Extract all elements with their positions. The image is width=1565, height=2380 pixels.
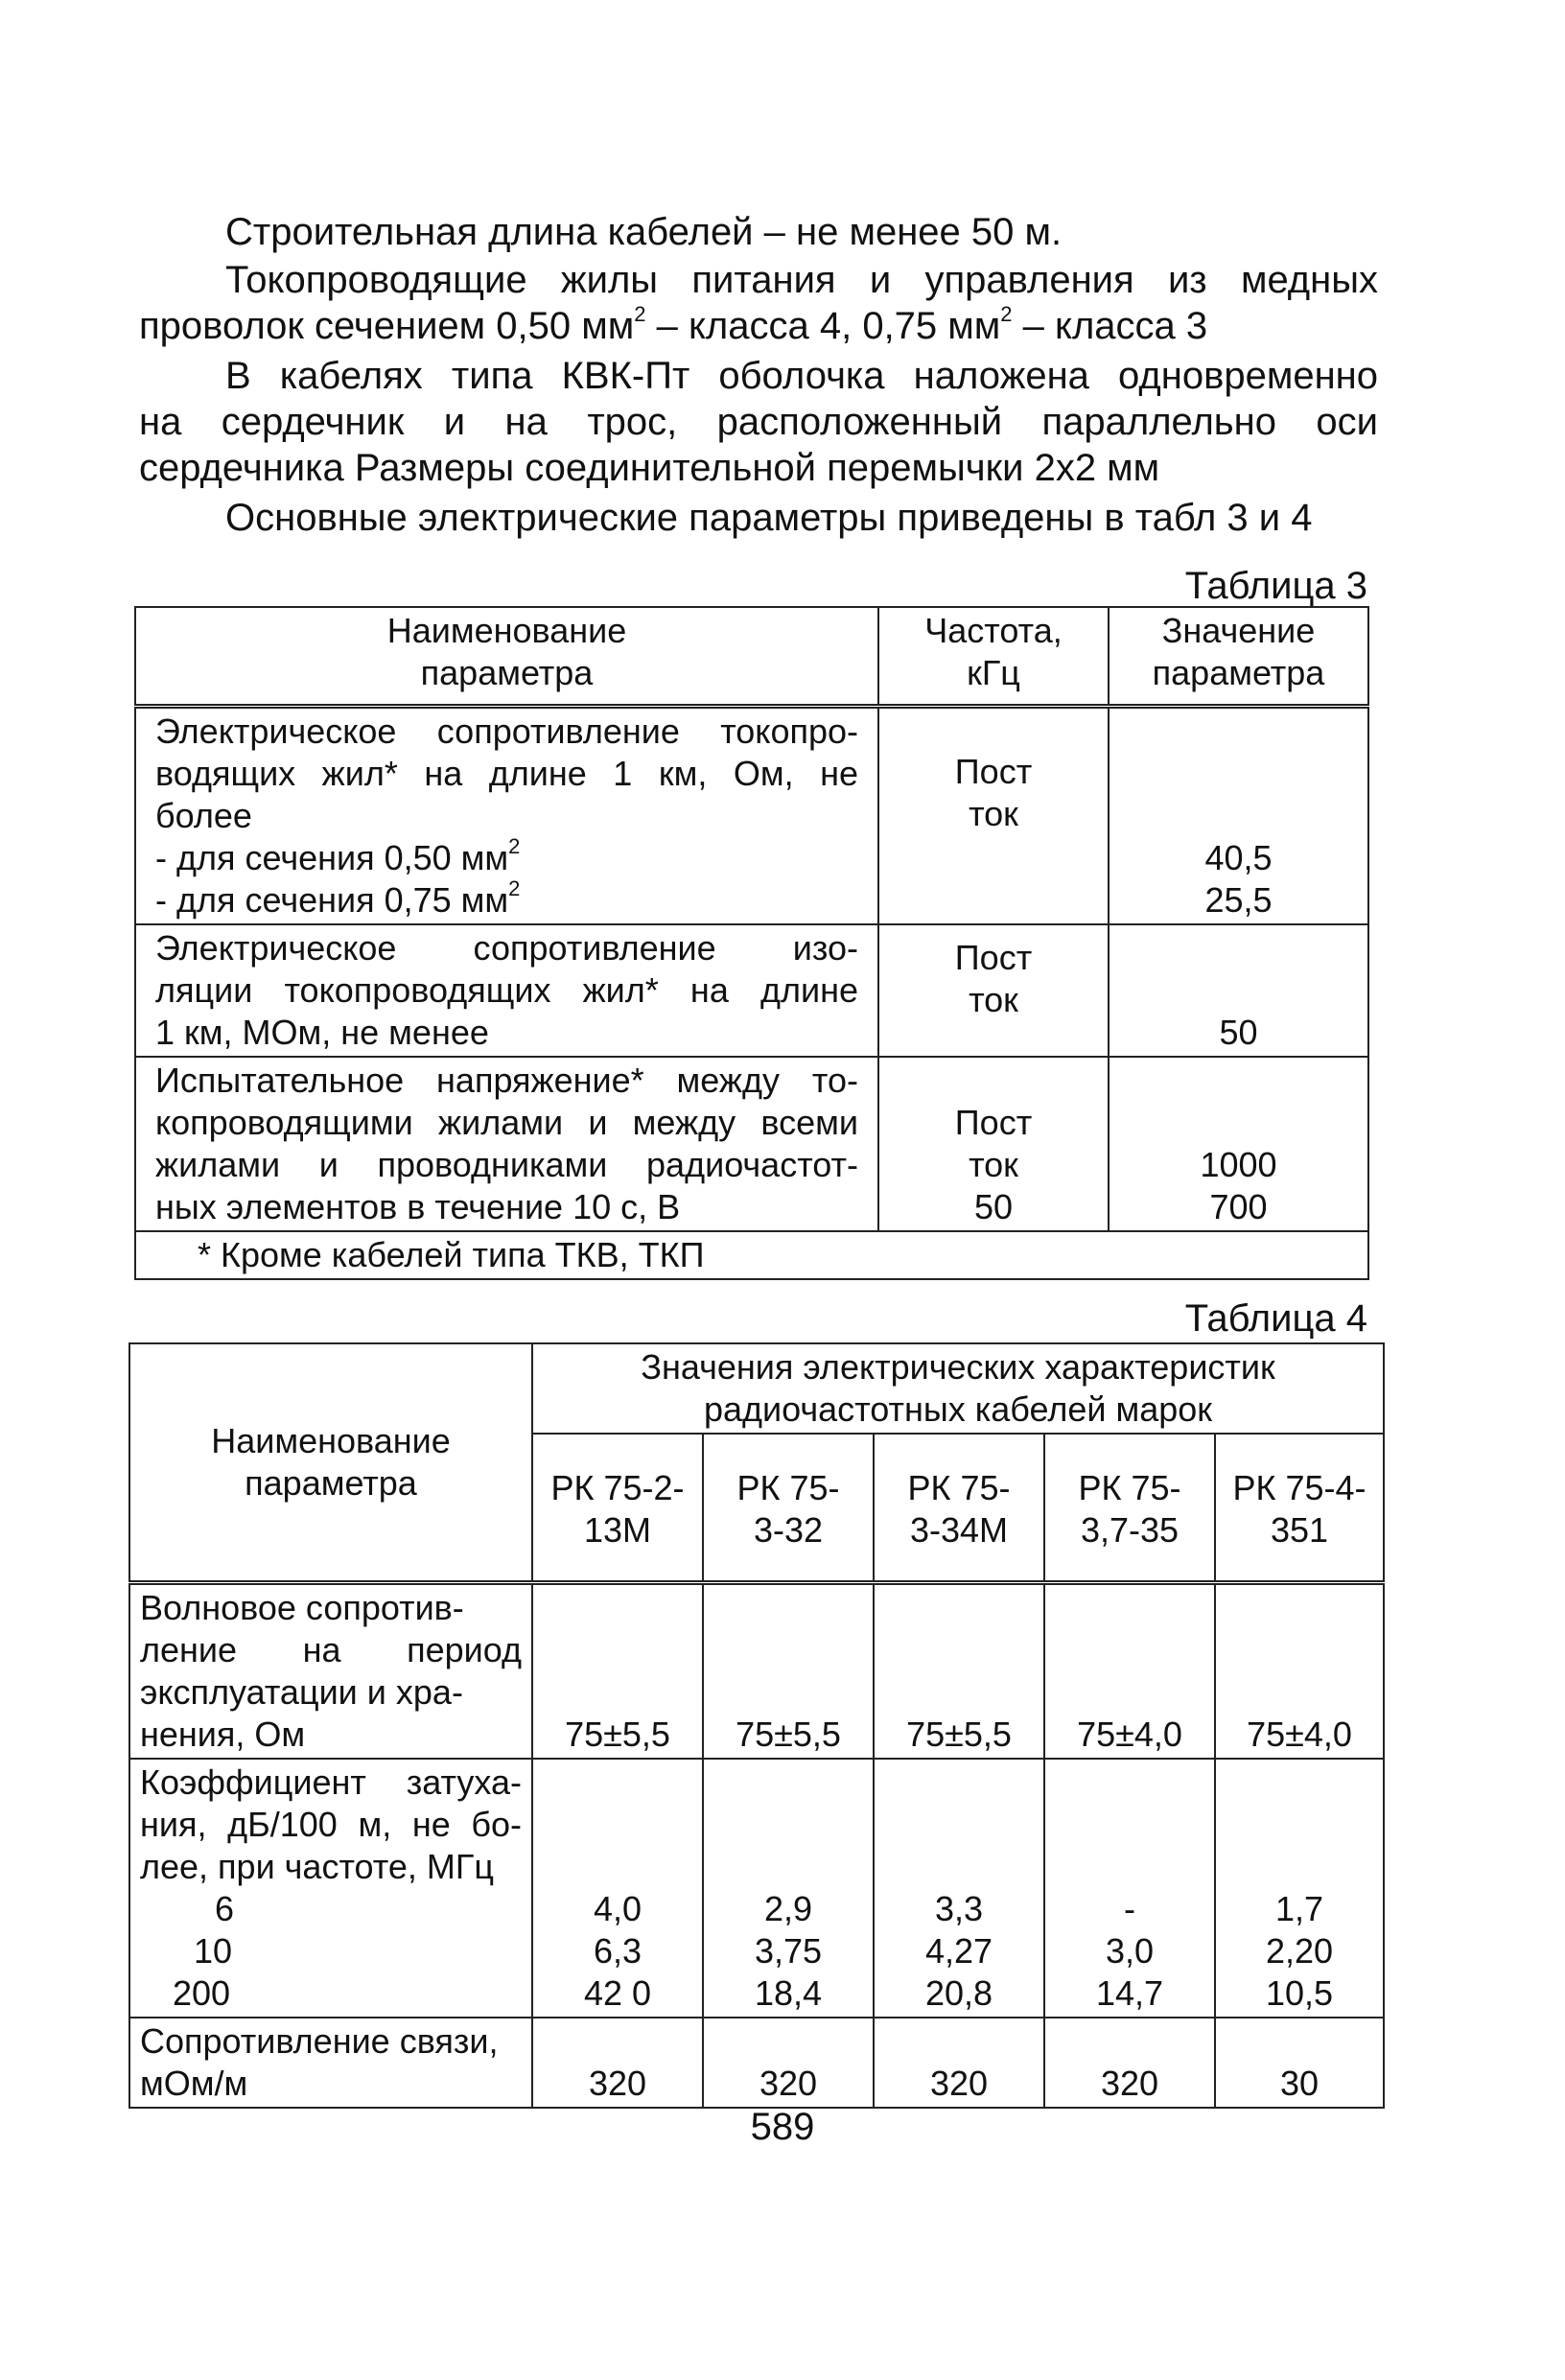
- table4-value: [874, 1759, 1044, 2018]
- text-line: Основные электрические параметры приведены в табл 3 и 4: [225, 497, 1313, 539]
- text-line: сердечника Размеры соединительной перемычки 2х2 мм: [139, 447, 1160, 489]
- text-line: Токопроводящие жилы питания и управления из медных: [225, 259, 1378, 301]
- paragraph-3: [139, 353, 1378, 491]
- table3-frequency: [878, 1057, 1109, 1231]
- table4-value: 75±5,5: [532, 1583, 703, 1760]
- table3-frequency: [878, 924, 1109, 1057]
- superscript: 2: [1000, 301, 1013, 326]
- header-text: параметра: [420, 653, 594, 692]
- cell-text: Пост: [954, 752, 1033, 791]
- table4-value: [1215, 1759, 1384, 2018]
- header-text: параметра: [245, 1463, 417, 1503]
- paragraph-1: [139, 209, 1378, 255]
- cell-value: 3,75: [754, 1931, 823, 1971]
- table4-brand-2: [703, 1434, 874, 1583]
- table3-param-name: [135, 924, 878, 1057]
- frequency-label: 6: [215, 1889, 235, 1928]
- table3-frequency: [878, 707, 1109, 925]
- cell-text: ния, дБ/100 м, не бо-: [140, 1805, 522, 1844]
- header-text: РК 75-: [1078, 1468, 1181, 1507]
- cell-value: 2,9: [763, 1889, 813, 1928]
- cell-text: Пост: [954, 1103, 1033, 1142]
- cell-value: 1000: [1200, 1145, 1277, 1184]
- superscript: 2: [508, 834, 521, 858]
- table4-value: 75±4,0: [1044, 1583, 1215, 1760]
- cell-text: копроводящими жилами и между всеми: [155, 1103, 858, 1142]
- cell-value: -: [1124, 1889, 1135, 1928]
- cell-text: 50: [973, 1187, 1014, 1226]
- header-text: РК 75-: [907, 1468, 1011, 1507]
- cell-text: Испытательное напряжение* между то-: [155, 1061, 858, 1100]
- table3-header-row: [135, 607, 1368, 707]
- table-row: [135, 924, 1368, 1057]
- table3-param-name: [135, 1057, 878, 1231]
- table-row: [135, 1057, 1368, 1231]
- cell-value: 3,3: [934, 1889, 984, 1928]
- cell-value: 3,0: [1105, 1931, 1155, 1971]
- text-line: на сердечник и на трос, расположенный параллельно оси: [139, 401, 1378, 443]
- table4-header-row: [129, 1343, 1384, 1434]
- table3-footnote: * Кроме кабелей типа ТКВ, ТКП: [135, 1231, 1368, 1279]
- text-line: В кабелях типа КВК-Пт оболочка наложена одновременно: [225, 355, 1378, 397]
- table3-header-value: [1109, 607, 1368, 707]
- table4-header-group: [532, 1343, 1384, 1434]
- cell-value: 4,0: [593, 1889, 642, 1928]
- cell-value: 6,3: [593, 1931, 642, 1971]
- header-text: 13М: [583, 1510, 652, 1550]
- cell-text: 1 км, МОм, не менее: [155, 1013, 489, 1052]
- cell-value: 18,4: [754, 1973, 823, 2013]
- cell-text: ление на период: [140, 1630, 522, 1669]
- cell-text: - для сечения 0,50 мм: [155, 838, 509, 877]
- header-text: Наименование: [211, 1421, 451, 1460]
- header-text: Частота,: [924, 611, 1063, 650]
- frequency-label: 200: [173, 1973, 231, 2013]
- cell-value: 42 0: [583, 1973, 652, 2013]
- cell-value: 700: [1209, 1187, 1268, 1226]
- table3-value: [1109, 924, 1368, 1057]
- cell-value: 1,7: [1274, 1889, 1324, 1928]
- table4-value: 30: [1215, 2018, 1384, 2108]
- paragraph-4: [139, 495, 1378, 541]
- cell-text: Волновое сопротив-: [140, 1588, 464, 1627]
- superscript: 2: [634, 301, 646, 326]
- table4-value: 320: [874, 2018, 1044, 2108]
- table4-value: 320: [703, 2018, 874, 2108]
- cell-value: 4,27: [924, 1931, 993, 1971]
- header-text: 3-34М: [909, 1510, 1009, 1550]
- table4-header-name: [129, 1343, 532, 1583]
- cell-text: ток: [969, 794, 1018, 833]
- cell-text: Электрическое сопротивление токопро-: [155, 712, 858, 751]
- table3-param-name: [135, 707, 878, 925]
- cell-text: Электрическое сопротивление изо-: [155, 928, 858, 968]
- cell-text: ляции токопроводящих жил* на длине: [155, 970, 858, 1010]
- header-text: Значения электрических характеристик: [641, 1347, 1275, 1387]
- table4-value: 75±5,5: [874, 1583, 1044, 1760]
- table-4: [128, 1342, 1385, 2109]
- header-text: 351: [1270, 1510, 1329, 1550]
- header-text: 3-32: [753, 1510, 824, 1550]
- header-text: Значение: [1161, 611, 1316, 650]
- table4-brand-5: [1215, 1434, 1384, 1583]
- cell-text: жилами и проводниками радиочастот-: [155, 1145, 858, 1184]
- table4-value: 75±5,5: [703, 1583, 874, 1760]
- table4-param-name: [129, 2018, 532, 2108]
- cell-value: 10,5: [1265, 1973, 1334, 2013]
- header-text: радиочастотных кабелей марок: [703, 1389, 1213, 1429]
- cell-text: Сопротивление связи,: [140, 2021, 499, 2061]
- table4-caption: Таблица 4: [1184, 1297, 1367, 1340]
- cell-value: 14,7: [1095, 1973, 1164, 2013]
- page-number: 589: [750, 2106, 815, 2148]
- table-row: [129, 1759, 1384, 2018]
- header-text: Наименование: [386, 611, 627, 650]
- table-3: [134, 606, 1369, 1280]
- cell-text: ных элементов в течение 10 с, В: [155, 1187, 681, 1226]
- table4-value: 75±4,0: [1215, 1583, 1384, 1760]
- text-line: Строительная длина кабелей – не менее 50 м.: [225, 211, 1063, 253]
- table3-value: [1109, 1057, 1368, 1231]
- text-fragment: проволок сечением 0,50 мм: [139, 305, 635, 347]
- cell-value: 50: [1219, 1013, 1258, 1052]
- cell-value: 2,20: [1265, 1931, 1334, 1971]
- text-fragment: – класса 3: [1012, 305, 1208, 347]
- cell-text: ток: [969, 980, 1018, 1019]
- table3-footnote-row: [135, 1231, 1368, 1279]
- table3-caption: Таблица 3: [1184, 565, 1367, 607]
- table4-value: [532, 1759, 703, 2018]
- table4-brand-3: [874, 1434, 1044, 1583]
- cell-text: - для сечения 0,75 мм: [155, 880, 509, 920]
- table-row: [129, 2018, 1384, 2108]
- table4-param-name: [129, 1583, 532, 1760]
- header-text: кГц: [967, 653, 1020, 692]
- table4-param-name: [129, 1759, 532, 2018]
- cell-text: водящих жил* на длине 1 км, Ом, не: [155, 754, 858, 793]
- frequency-label: 10: [194, 1931, 233, 1971]
- cell-text: Коэффициент затуха-: [140, 1762, 522, 1802]
- table4-brand-4: [1044, 1434, 1215, 1583]
- cell-text: эксплуатации и хра-: [140, 1672, 463, 1712]
- table3-value: [1109, 707, 1368, 925]
- table4-value: [1044, 1759, 1215, 2018]
- cell-text: более: [155, 796, 252, 835]
- cell-text: ток: [969, 1145, 1018, 1184]
- header-text: параметра: [1152, 653, 1325, 692]
- superscript: 2: [508, 876, 521, 900]
- cell-text: Пост: [954, 938, 1033, 977]
- table4-value: 320: [1044, 2018, 1215, 2108]
- table3-header-frequency: [878, 607, 1109, 707]
- table-row: [129, 1583, 1384, 1760]
- paragraph-2: [139, 257, 1378, 349]
- cell-value: 25,5: [1204, 880, 1273, 920]
- text-line: [139, 303, 1378, 349]
- header-text: 3,7-35: [1080, 1510, 1180, 1550]
- table4-value: [703, 1759, 874, 2018]
- cell-text: нения, Ом: [140, 1715, 306, 1754]
- cell-text: мОм/м: [140, 2064, 248, 2103]
- table4-value: 320: [532, 2018, 703, 2108]
- header-text: РК 75-2-: [550, 1468, 685, 1507]
- cell-value: 20,8: [924, 1973, 993, 2013]
- cell-text: лее, при частоте, МГц: [140, 1847, 494, 1886]
- table-row: [135, 707, 1368, 925]
- header-text: РК 75-4-: [1232, 1468, 1366, 1507]
- table4-brand-1: [532, 1434, 703, 1583]
- header-text: РК 75-: [736, 1468, 840, 1507]
- text-fragment: – класса 4, 0,75 мм: [645, 305, 1001, 347]
- table3-header-name: [135, 607, 878, 707]
- cell-value: 40,5: [1204, 838, 1273, 877]
